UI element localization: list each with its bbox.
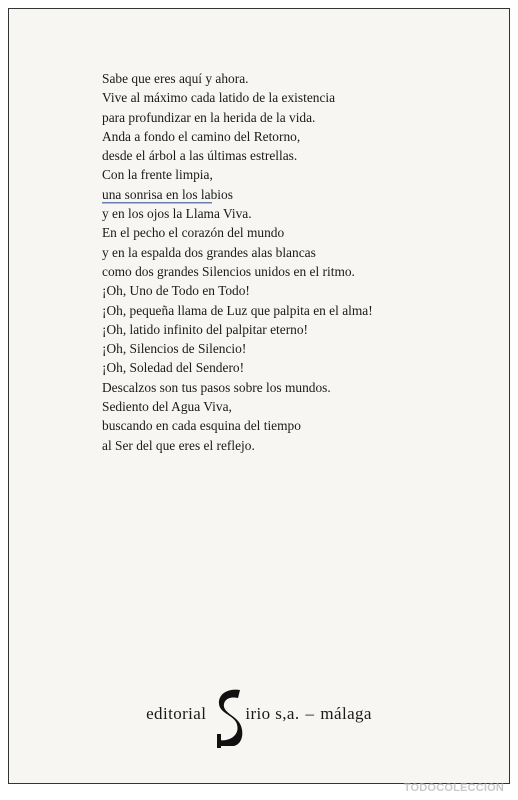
poem-line: desde el árbol a las últimas estrellas. xyxy=(102,148,298,164)
publisher-prefix: editorial xyxy=(146,704,207,723)
poem-line: como dos grandes Silencios unidos en el ritmo. xyxy=(102,263,355,279)
poem-line: En el pecho el corazón del mundo xyxy=(102,225,285,241)
poem-line: Vive al máximo cada latido de la existencia xyxy=(102,90,336,106)
publisher-name: irio s,a. xyxy=(245,704,300,723)
publisher-separator: – xyxy=(305,704,315,723)
poem-line: ¡Oh, pequeña llama de Luz que palpita en el alma! xyxy=(102,302,373,318)
poem-line: Sabe que eres aquí y ahora. xyxy=(102,71,249,86)
poem-line: Descalzos son tus pasos sobre los mundos. xyxy=(102,379,331,395)
poem-line: Anda a fondo el camino del Retorno, xyxy=(102,128,301,144)
publisher-imprint xyxy=(0,682,518,746)
poem-line: al Ser del que eres el reflejo. xyxy=(102,437,255,453)
poem-line: y en los ojos la Llama Viva. xyxy=(102,206,252,222)
sirio-s-logo-icon xyxy=(214,686,244,750)
poem-line: ¡Oh, latido infinito del palpitar eterno! xyxy=(102,321,309,337)
publisher-city: málaga xyxy=(320,704,372,723)
poem-line: Con la frente limpia, xyxy=(102,167,213,183)
poem-line: ¡Oh, Soledad del Sendero! xyxy=(102,360,245,376)
watermark: TODOCOLECCION xyxy=(403,782,504,794)
poem-line: para profundizar en la herida de la vida. xyxy=(102,109,316,125)
poem-line: Sediento del Agua Viva, xyxy=(102,399,232,415)
poem-line: buscando en cada esquina del tiempo xyxy=(102,418,301,434)
poem-line-underlined: una sonrisa en los labios xyxy=(102,185,233,204)
poem-line: y en la espalda dos grandes alas blancas xyxy=(102,244,316,260)
poem-line: ¡Oh, Silencios de Silencio! xyxy=(102,341,247,357)
poem-text xyxy=(102,69,462,455)
poem-line: ¡Oh, Uno de Todo en Todo! xyxy=(102,283,250,299)
